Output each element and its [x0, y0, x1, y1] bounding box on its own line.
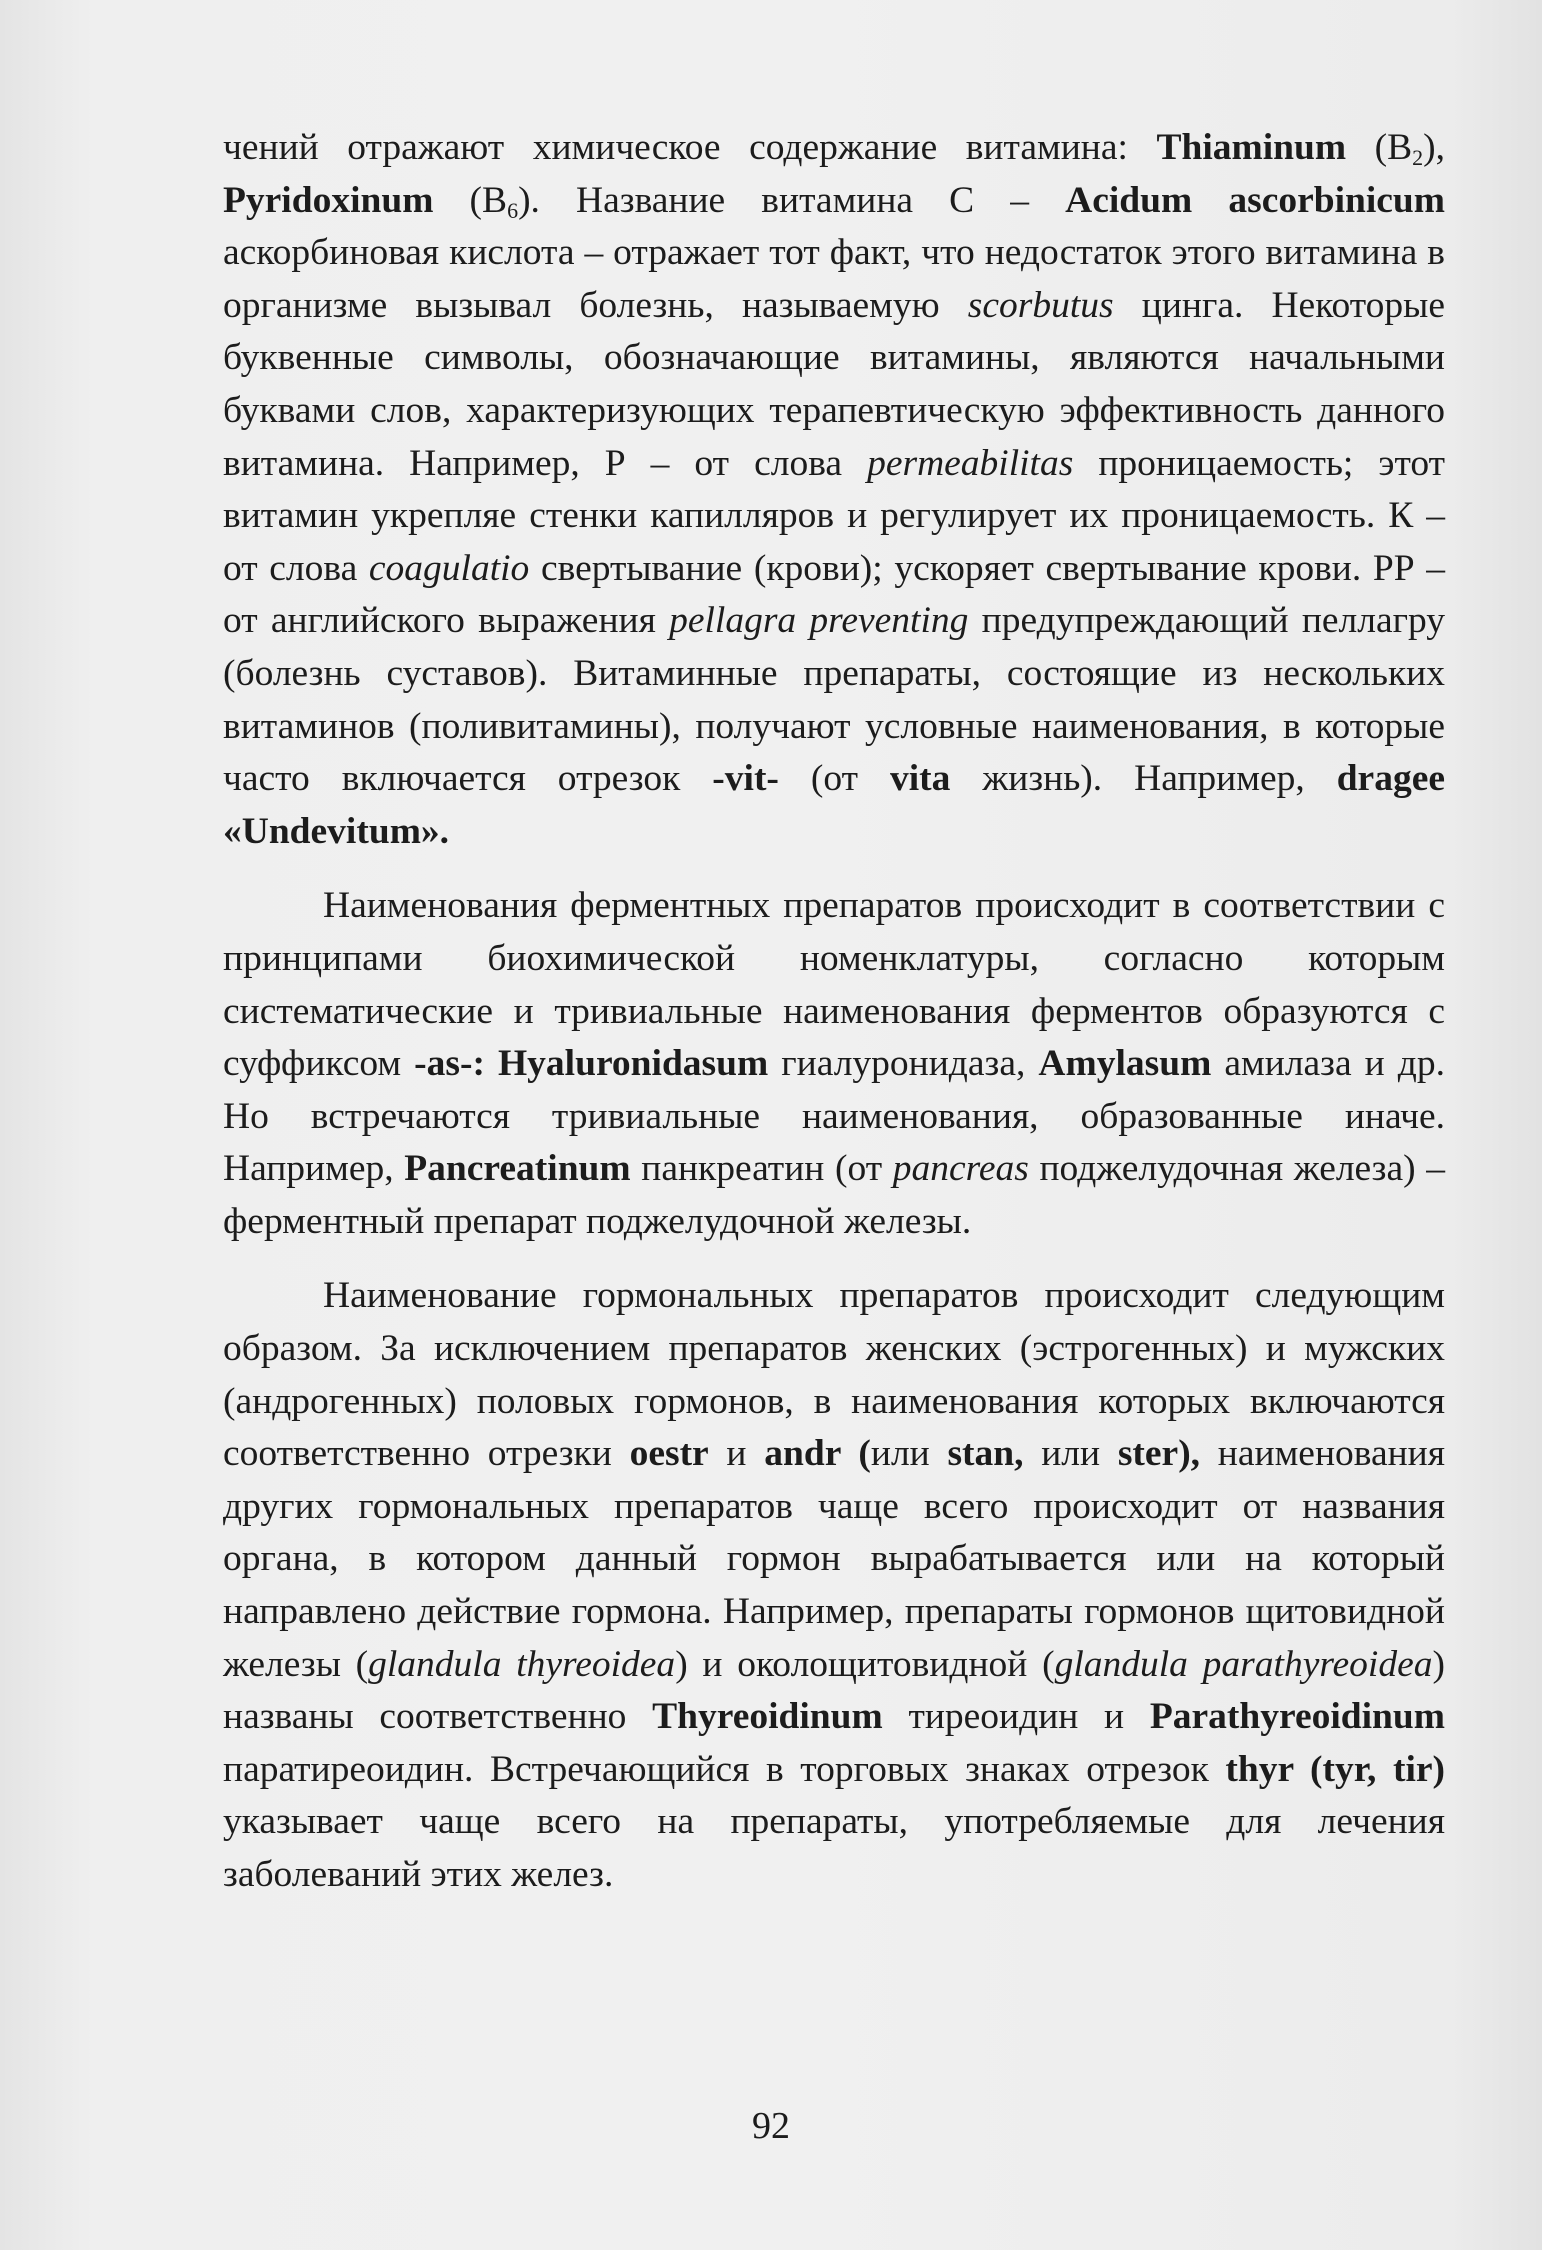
- latin-word: pancreas: [892, 1148, 1029, 1190]
- paragraph-enzymes: [223, 880, 1445, 1248]
- latin-word: pellagra preventing: [669, 600, 969, 642]
- text-run: предупреждающий пеллагру (болезнь суставов). Витаминные препараты, состоящие из нескольких витаминов (поливитамины), получают условные наименования, в которые часто включается отрезок: [223, 600, 1445, 800]
- text-run: указывает чаще всего на препараты, употребляемые для лечения заболеваний этих желез.: [223, 1801, 1445, 1895]
- text-run: или: [870, 1433, 948, 1475]
- latin-term: dragee «Undevitum».: [223, 758, 1445, 852]
- latin-term: Thiaminum: [1156, 127, 1347, 168]
- text-run: амилаза и др. Но встречаются тривиальные наименования, образованные иначе. Например,: [223, 1043, 1445, 1190]
- latin-word: glandula parathyreoidea: [1054, 1643, 1433, 1685]
- text-run: тиреоидин и: [882, 1696, 1150, 1738]
- latin-term: -vit-: [712, 758, 779, 800]
- text-run: (от: [778, 758, 890, 800]
- paragraph-vitamins: [223, 122, 1445, 858]
- text-run: жизнь). Например,: [950, 758, 1337, 800]
- text-run: или: [1023, 1433, 1118, 1475]
- latin-term: thyr (tyr, tir): [1225, 1748, 1445, 1790]
- text-run: и: [708, 1433, 765, 1475]
- latin-term: ster),: [1117, 1433, 1201, 1475]
- text-run: (В: [433, 179, 508, 221]
- latin-word: coagulatio: [368, 547, 530, 589]
- text-run: Наименования ферментных препаратов происходит в соответствии с принципами биохимической номенклатуры, согласно которым систематические и тривиальные наименования ферментов образуются с суффиксом: [223, 885, 1445, 1085]
- latin-word: scorbutus: [967, 284, 1114, 326]
- text-run: гиалуронидаза,: [768, 1043, 1039, 1085]
- text-run: Наименование гормональных препаратов происходит следующим образом. За исключением препаратов женских (эстрогенных) и мужских (андрогенных) половых гормонов, в наименования которых включаются соответственно отрезки: [223, 1275, 1445, 1475]
- text-run: аскорбиновая кислота – отражает тот факт, что недостаток этого витамина в организме вызывал болезнь, называемую: [223, 232, 1445, 326]
- text-run: свертывание (крови); ускоряет свертывание крови. РР – от английского выражения: [223, 547, 1445, 642]
- text-run: цинга. Некоторые буквенные символы, обозначающие витамины, являются начальными буквами слов, характеризующих терапевтическую эффективность данного витамина. Например, Р – от слова: [223, 284, 1445, 484]
- latin-term: stan,: [947, 1433, 1024, 1475]
- text-run: наименования других гормональных препаратов чаще всего происходит от названия органа, в котором данный гормон вырабатывается или на который направлено действие гормона. Например, препараты гормонов щитовидной железы (: [223, 1433, 1446, 1685]
- text-run: панкреатин (от: [630, 1148, 893, 1190]
- text-run: ) названы соответственно: [223, 1643, 1445, 1738]
- latin-term: -as-: Hyaluronidasum: [414, 1043, 769, 1085]
- text-run: поджелудочная железа) – ферментный препарат поджелудочной железы.: [223, 1148, 1445, 1242]
- page-number: 92: [752, 2105, 790, 2147]
- latin-word: glandula thyreoidea: [368, 1643, 676, 1685]
- text-run: проницаемость; этот витамин укрепляе стенки капилляров и регулирует их проницаемость. К – от слова: [223, 442, 1446, 589]
- text-run: ). Название витамина С –: [518, 179, 1066, 221]
- latin-word: permeabilitas: [867, 442, 1074, 484]
- text-run: ) и околощитовидной (: [675, 1643, 1055, 1685]
- latin-term: Amylasum: [1038, 1043, 1212, 1085]
- latin-term: Pyridoxinum: [223, 179, 434, 221]
- text-run: ),: [1423, 127, 1446, 168]
- subscript: 6: [507, 197, 519, 223]
- latin-term: oestr: [629, 1433, 709, 1475]
- latin-term: andr (: [764, 1433, 871, 1475]
- text-run: чений отражают химическое содержание витамина:: [223, 127, 1157, 168]
- paragraph-hormones: [223, 1270, 1445, 1901]
- text-run: паратиреоидин. Встречающийся в торговых знаках отрезок: [223, 1748, 1226, 1790]
- text-run: (В: [1346, 127, 1413, 168]
- latin-term: Parathyreoidinum: [1149, 1696, 1445, 1738]
- latin-term: Pancreatinum: [404, 1148, 631, 1190]
- latin-term: vita: [889, 758, 951, 800]
- page-text: [223, 122, 1445, 1902]
- subscript: 2: [1412, 145, 1424, 170]
- latin-term: Thyreoidinum: [652, 1696, 883, 1738]
- latin-term: Acidum ascorbinicum: [1065, 179, 1446, 221]
